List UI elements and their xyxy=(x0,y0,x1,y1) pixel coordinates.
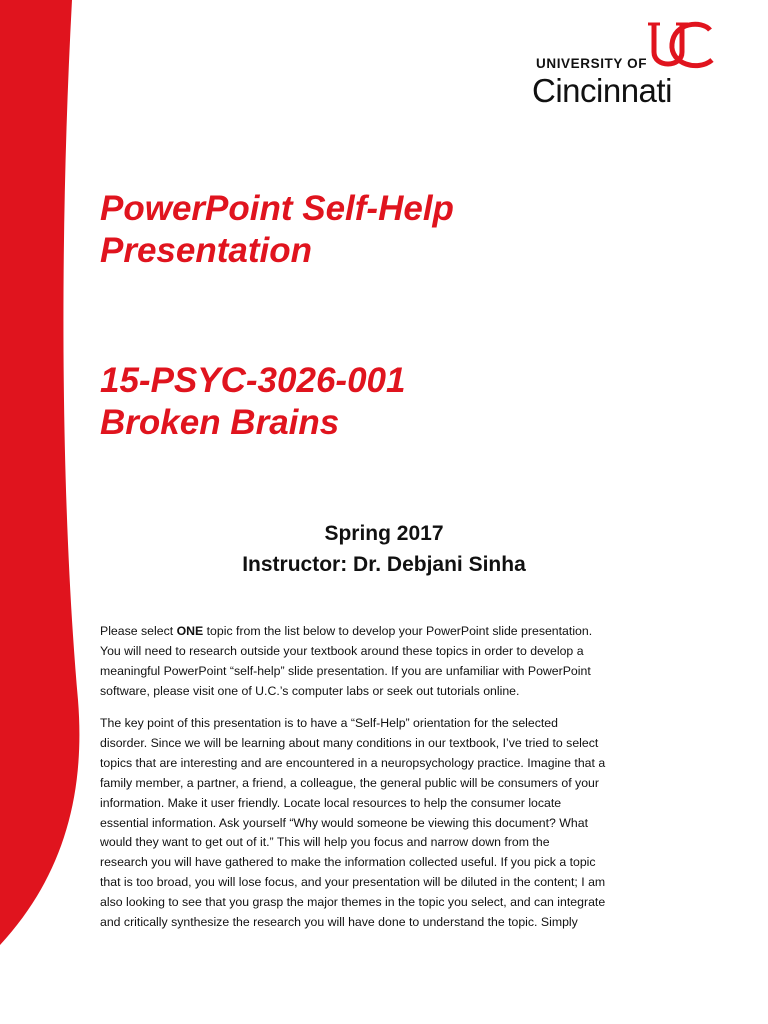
paragraph-line: topics that are interesting and are encountered in a neuropsychology practice. Imagine that a xyxy=(100,755,606,770)
instructions-paragraph xyxy=(100,622,680,702)
logo-cincinnati-text: Cincinnati xyxy=(532,72,672,109)
paragraph-line xyxy=(100,622,680,642)
paragraph-line: also looking to see that you grasp the major themes in the topic you select, and can integrate xyxy=(100,895,606,910)
logo-university-of-text: UNIVERSITY OF xyxy=(536,56,648,71)
paragraph-line: and critically synthesize the research you will have done to understand the topic. Simply xyxy=(100,915,578,930)
paragraph-line: family member, a partner, a friend, a colleague, the general public will be consumers of your xyxy=(100,775,599,790)
paragraph-line: information. Make it user friendly. Locate local resources to help the consumer locate xyxy=(100,795,562,810)
paragraph-line: research you will have gathered to make the information collected useful. If you pick a topic xyxy=(100,855,596,870)
emphasis-one: ONE xyxy=(176,624,204,638)
term-heading: Spring 2017 xyxy=(324,522,444,545)
uc-monogram-icon xyxy=(648,18,718,78)
paragraph-line: would they want to get out of it.” This will help you focus and narrow down from the xyxy=(100,835,550,850)
university-logo xyxy=(532,18,732,114)
paragraph-line: meaningful PowerPoint “self-help” slide presentation. If you are unfamiliar with PowerPoint xyxy=(100,663,591,678)
course-code: 15-PSYC-3026-001 xyxy=(100,361,406,400)
paragraph-line: You will need to research outside your textbook around these topics in order to develop a xyxy=(100,643,584,658)
title-line-2: Presentation xyxy=(100,231,312,270)
presentation-title xyxy=(100,188,454,272)
paragraph-line: that is too broad, you will lose focus, and your presentation will be diluted in the content; I am xyxy=(100,875,606,890)
course-name: Broken Brains xyxy=(100,403,340,442)
paragraph-line: essential information. Ask yourself “Why would someone be viewing this document? What xyxy=(100,815,589,830)
paragraph-line: software, please visit one of U.C.’s computer labs or seek out tutorials online. xyxy=(100,683,520,698)
course-title xyxy=(100,360,405,444)
text-run: Please select xyxy=(100,624,177,638)
key-point-paragraph xyxy=(100,714,680,933)
title-line-1: PowerPoint Self-Help xyxy=(100,189,454,228)
paragraph-line: The key point of this presentation is to have a “Self-Help” orientation for the selected xyxy=(100,716,558,730)
paragraph-line: disorder. Since we will be learning about many conditions in our textbook, I’ve tried to select xyxy=(100,735,599,750)
text-run: topic from the list below to develop your PowerPoint slide presentation. xyxy=(203,624,593,638)
instructor-heading: Instructor: Dr. Debjani Sinha xyxy=(242,553,526,576)
